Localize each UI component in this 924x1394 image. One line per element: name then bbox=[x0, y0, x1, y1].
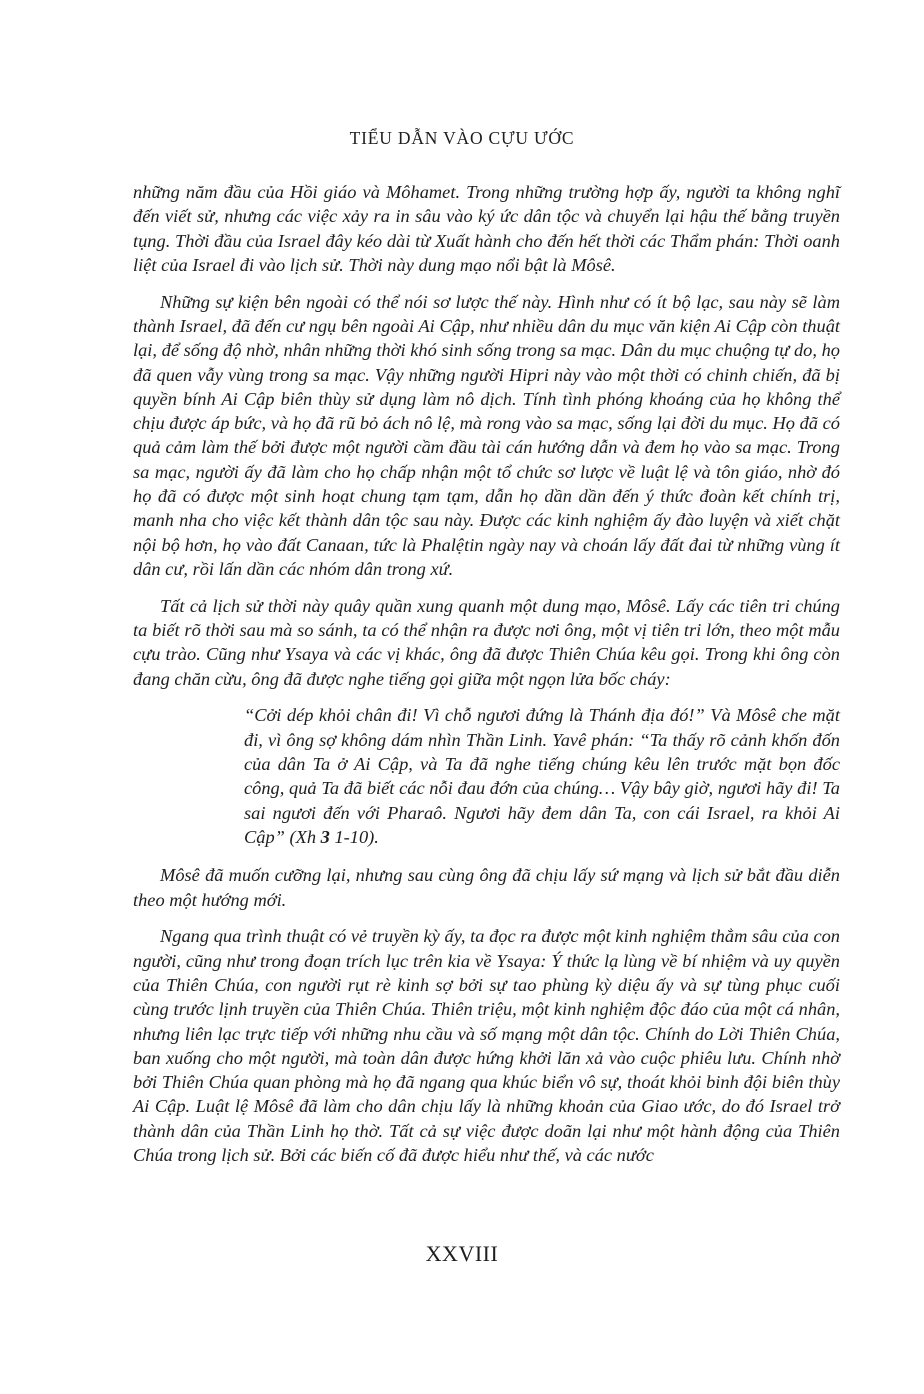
paragraph-external-events: Những sự kiện bên ngoài có thể nói sơ lược thế này. Hình như có ít bộ lạc, sau này sẽ làm thành Israel, đã đến cư ngụ bên ngoài Ai Cập, như nhiều dân du mục văn kiện Ai Cập còn thuật lại, để sống độ nhờ, nhân những thời khó sinh sống trong sa mạc. Dân du mục chuộng tự do, họ đã quen vẫy vùng trong sa mạc. Vậy những người Hipri này vào một thời có chinh chiến, đã bị quyền bính Ai Cập biên thùy sử dụng làm nô dịch. Tính tình phóng khoáng của họ không thể chịu được áp bức, và họ đã rũ bỏ ách nô lệ, mà rong vào sa mạc, sống lại đời du mục. Họ đã có quả cảm làm thế bởi được một người cầm đầu tài cán hướng dẫn và đem họ vào sa mạc. Trong sa mạc, người ấy đã làm cho họ chấp nhận một tổ chức sơ lược về luật lệ và tôn giáo, nhờ đó họ đã có được một sinh hoạt chung tạm tạm, dẫn họ dần dần đến ý thức đoàn kết chính trị, manh nha cho việc kết thành dân tộc sau này. Được các kinh nghiệm ấy đào luyện và xiết chặt nội bộ hơn, họ vào đất Canaan, tức là Phalệtin ngày nay và choán lấy đất đai từ những vùng ít dân cư, rồi lấn dần các nhóm dân trong xứ. bbox=[133, 291, 840, 579]
paragraph-mission-accepted: Môsê đã muốn cưỡng lại, nhưng sau cùng ông đã chịu lấy sứ mạng và lịch sử bắt đầu diễn theo một hướng mới. bbox=[133, 865, 840, 910]
paragraph-mose-figure: Tất cả lịch sử thời này quây quần xung quanh một dung mạo, Môsê. Lấy các tiên tri chúng ta biết rõ thời sau mà so sánh, ta có thể nhận ra được nơi ông, một vị tiên tri lớn, theo một mẫu cựu trào. Cũng như Ysaya và các vị khác, ông đã được Thiên Chúa kêu gọi. Trong khi ông còn đang chăn cừu, ông đã được nghe tiếng gọi giữa một ngọn lửa bốc cháy: bbox=[133, 595, 840, 689]
paragraph-continued: những năm đầu của Hồi giáo và Môhamet. Trong những trường hợp ấy, người ta không nghĩ đến viết sử, nhưng các việc xảy ra in sâu vào ký ức dân tộc và chuyển lại hậu thế bằng truyền tụng. Thời đầu của Israel đây kéo dài từ Xuất hành cho đến hết thời các Thẩm phán: Thời oanh liệt của Israel đi vào lịch sử. Thời này dung mạo nổi bật là Môsê. bbox=[133, 182, 840, 275]
block-quote-exodus bbox=[244, 703, 840, 849]
paragraph-experience: Ngang qua trình thuật có vẻ truyền kỳ ấy, ta đọc ra được một kinh nghiệm thẳm sâu của con người, cũng như trong đoạn trích lục trên kia về Ysaya: Ý thức lạ lùng về bí nhiệm và uy quyền của Thiên Chúa, con người rụt rè kinh sợ bởi sự tao phùng kỳ diệu ấy và sự tùng phục cuối cùng trước lịnh truyền của Thiên Chúa. Thiên triệu, một kinh nghiệm độc đáo của một cá nhân, nhưng liên lạc trực tiếp với những nhu cầu và số mạng một dân tộc. Chính do Lời Thiên Chúa, ban xuống cho một người, mà toàn dân được hứng khởi lăn xả vào cuộc phiêu lưu. Chính nhờ bởi Thiên Chúa quan phòng mà họ đã ngang qua khúc biển vô sự, thoát khỏi binh đội biên thùy Ai Cập. Luật lệ Môsê đã làm cho dân chịu lấy là những khoản của Giao ước, do đó Israel trở thành dân của Thần Linh họ thờ. Tất cả sự việc được doãn lại như một hành động của Thiên Chúa trong lịch sử. Bởi các biến cố đã được hiểu như thế, và các nước bbox=[133, 926, 840, 1165]
quote-ref-verses: 1-10). bbox=[329, 826, 379, 847]
quote-ref-chapter: 3 bbox=[320, 826, 330, 847]
running-head: TIỂU DẪN VÀO CỰU ƯỚC bbox=[349, 128, 575, 148]
body-text bbox=[133, 180, 840, 1180]
page-number: XXVIII bbox=[425, 1241, 499, 1266]
quote-text: “Cởi dép khỏi chân đi! Vì chỗ ngươi đứng là Thánh địa đó!” Và Môsê che mặt đi, vì ông sợ không dám nhìn Thần Linh. Yavê phán: “Ta thấy rõ cảnh khốn đốn của dân Ta ở Ai Cập, và Ta đã nghe tiếng chúng kêu lên trước mặt bọn đốc công, quả Ta đã biết các nỗi đau đớn của chúng… Vậy bây giờ, ngươi hãy đi! Ta sai ngươi đến với Pharaô. Ngươi hãy đem dân Ta, con cái Israel, ra khỏi Ai Cập” (Xh bbox=[244, 705, 840, 847]
